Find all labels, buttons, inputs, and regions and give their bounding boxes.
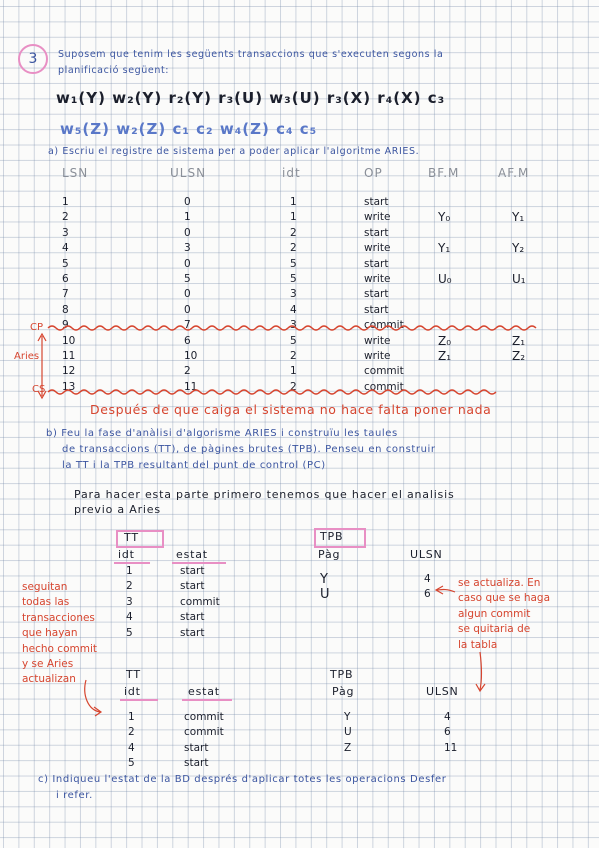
tt2-title: TT <box>126 668 141 681</box>
log-idt: 1 <box>290 211 297 224</box>
log-af: U₁ <box>512 271 526 286</box>
log-lsn: 6 <box>62 272 69 285</box>
log-ulsn: 0 <box>184 288 191 301</box>
log-op: write <box>364 242 391 255</box>
tt1-idt: 2 <box>126 580 133 593</box>
tt2-idt: 5 <box>128 757 135 770</box>
tt2-idt-column <box>128 710 135 772</box>
log-af: Y₁ <box>512 210 525 225</box>
header-op: OP <box>364 166 383 180</box>
tt2-estat: commit <box>184 726 224 739</box>
log-op: start <box>364 288 389 301</box>
right-note <box>458 576 550 653</box>
log-idt: 2 <box>290 226 297 239</box>
right-note-line: se actualiza. En <box>458 577 541 589</box>
log-op: write <box>364 349 391 362</box>
log-idt: 1 <box>290 196 297 208</box>
right-note-arrow-down <box>480 652 482 690</box>
tpb1-title: TPB <box>320 530 344 543</box>
log-op: commit <box>364 380 404 393</box>
tt2-estat: start <box>184 757 209 770</box>
tpb2-pag: U <box>344 726 352 739</box>
log-lsn: 9 <box>62 319 69 332</box>
part-b-question-line-3: la TT i la TPB resultant del punt de control (PC) <box>62 460 326 471</box>
tpb2-pag: Z <box>344 741 352 754</box>
header-af: AF.M <box>498 166 530 180</box>
log-op: write <box>364 334 391 347</box>
log-ulsn: 10 <box>184 349 198 362</box>
tt1-estat: start <box>180 626 205 639</box>
tt1-header-idt: idt <box>118 548 135 561</box>
schedule-line-2: w₅(Z) w₂(Z) c₁ c₂ w₄(Z) c₄ c₅ <box>60 120 318 138</box>
crash-wavy-line <box>48 390 496 394</box>
tt2-estat-column <box>184 710 224 772</box>
log-ulsn: 0 <box>184 303 191 316</box>
tt2-estat: commit <box>184 711 224 723</box>
log-idt: 2 <box>290 349 297 362</box>
log-ulsn: 11 <box>184 380 198 393</box>
tpb2-header-ulsn: ULSN <box>426 685 459 698</box>
log-ulsn: 7 <box>184 319 191 332</box>
right-note-line: se quitaria de <box>458 623 531 636</box>
log-lsn: 4 <box>62 242 69 255</box>
log-lsn: 7 <box>62 288 69 301</box>
log-ulsn: 0 <box>184 196 191 208</box>
tt2-header-estat: estat <box>188 685 220 698</box>
tpb2-ulsn: 6 <box>444 726 451 739</box>
header-bf: BF.M <box>428 166 460 180</box>
log-ulsn: 3 <box>184 242 191 255</box>
exercise-number: 3 <box>18 44 48 74</box>
intro-line-2: planificació següent: <box>58 65 170 76</box>
tt1-idt: 4 <box>126 611 133 624</box>
tt2-idt: 1 <box>128 711 135 723</box>
crash-note: Después de que caiga el sistema no hace falta poner nada <box>90 402 492 417</box>
tt1-header-estat: estat <box>176 548 208 561</box>
tpb2-ulsn: 11 <box>444 741 458 754</box>
log-op: commit <box>364 365 404 378</box>
tpb1-pag: Y <box>320 572 328 587</box>
tt1-estat: start <box>180 565 205 577</box>
tt2-idt-underline <box>120 699 158 701</box>
left-note <box>22 580 97 688</box>
log-idt: 3 <box>290 319 297 332</box>
log-lsn: 11 <box>62 349 76 362</box>
left-note-line: seguitan <box>22 581 68 593</box>
log-lsn: 5 <box>62 257 69 270</box>
log-op: start <box>364 303 389 316</box>
tpb2-header-pag: Pàg <box>332 685 355 698</box>
log-bf: Z₁ <box>438 348 452 363</box>
tt1-idt: 1 <box>126 565 133 577</box>
log-ulsn: 5 <box>184 272 191 285</box>
left-note-line: todas las <box>22 596 70 609</box>
log-lsn: 10 <box>62 334 76 347</box>
right-note-line: la tabla <box>458 638 498 651</box>
tpb2-pag: Y <box>344 711 351 723</box>
tpb1-ulsn: 6 <box>424 588 431 601</box>
log-idt: 2 <box>290 380 297 393</box>
log-ulsn: 6 <box>184 334 191 347</box>
log-ulsn: 0 <box>184 226 191 239</box>
tt1-estat: commit <box>180 595 220 608</box>
aries-label: Aries <box>14 351 40 362</box>
log-bf: Y₀ <box>438 210 451 225</box>
schedule-line-1: w₁(Y) w₂(Y) r₂(Y) r₃(U) w₃(U) r₃(X) r₄(X) c₃ <box>56 89 446 107</box>
checkpoint-wavy-line <box>48 326 536 330</box>
log-lsn: 8 <box>62 303 69 316</box>
tpb2-title: TPB <box>330 668 354 681</box>
header-ulsn: ULSN <box>170 166 207 180</box>
log-op: start <box>364 196 389 208</box>
left-note-line: actualizan <box>22 673 76 686</box>
log-lsn: 13 <box>62 380 76 393</box>
log-op: start <box>364 257 389 270</box>
log-ulsn: 1 <box>184 211 191 224</box>
tt1-estat: start <box>180 611 205 624</box>
tt2-idt: 2 <box>128 726 135 739</box>
tt1-idt-column <box>126 564 133 641</box>
tpb1-header-ulsn: ULSN <box>410 548 443 561</box>
log-idt: 4 <box>290 303 297 316</box>
log-idt: 5 <box>290 334 297 347</box>
left-note-line: hecho commit <box>22 642 97 655</box>
log-op: write <box>364 272 391 285</box>
part-b-answer-line-1: Para hacer esta parte primero tenemos que hacer el analisis <box>74 488 455 501</box>
log-af: Y₂ <box>512 241 525 256</box>
part-b-question-line-1: b) Feu la fase d'anàlisi d'algorisme ARIES i construïu les taules <box>46 428 398 439</box>
log-bf: U₀ <box>438 271 452 286</box>
tt2-estat: start <box>184 741 209 754</box>
log-lsn: 12 <box>62 365 76 378</box>
tt2-header-idt: idt <box>124 685 141 698</box>
log-op: write <box>364 211 391 224</box>
log-lsn: 3 <box>62 226 69 239</box>
part-b-question-line-2: de transaccions (TT), de pàgines brutes (TPB). Penseu en construir <box>62 444 436 455</box>
header-lsn: LSN <box>62 166 89 180</box>
log-idt: 5 <box>290 257 297 270</box>
tt1-estat: start <box>180 580 205 593</box>
log-af: Z₂ <box>512 348 526 363</box>
right-note-line: caso que se haga <box>458 592 551 605</box>
tpb1-header-pag: Pàg <box>318 548 341 561</box>
tpb1-ulsn-column <box>424 572 431 603</box>
log-bf: Y₁ <box>438 241 451 256</box>
log-idt: 2 <box>290 242 297 255</box>
log-op: start <box>364 226 389 239</box>
log-lsn: 1 <box>62 196 69 208</box>
log-bf: Z₀ <box>438 333 452 348</box>
part-c-question-line-2: i refer. <box>56 790 93 801</box>
tt1-idt: 3 <box>126 595 133 608</box>
tt1-idt: 5 <box>126 626 133 639</box>
log-af: Z₁ <box>512 333 526 348</box>
tt2-estat-underline <box>182 699 232 701</box>
log-idt: 3 <box>290 288 297 301</box>
log-idt: 1 <box>290 365 297 378</box>
log-ulsn: 2 <box>184 365 191 378</box>
tt1-estat-column <box>180 564 220 641</box>
right-note-line: algun commit <box>458 607 531 620</box>
part-a-question: a) Escriu el registre de sistema per a poder aplicar l'algoritme ARIES. <box>48 146 420 157</box>
left-note-line: que hayan <box>22 627 78 640</box>
part-b-answer-line-2: previo a Aries <box>74 503 161 516</box>
tpb1-pag: U <box>320 587 330 603</box>
left-note-line: y se Aries <box>22 657 74 670</box>
log-ulsn: 0 <box>184 257 191 270</box>
tpb1-pag-column <box>320 572 330 603</box>
cs-label: CS <box>32 384 46 395</box>
cp-label: CP <box>30 322 44 333</box>
log-lsn: 2 <box>62 211 69 224</box>
intro-line-1: Suposem que tenim les següents transaccions que s'executen segons la <box>58 49 444 60</box>
tpb2-ulsn: 4 <box>444 711 451 723</box>
tt1-title: TT <box>124 531 139 544</box>
tpb2-ulsn-column <box>444 710 457 756</box>
part-c-question-line-1: c) Indiqueu l'estat de la BD després d'aplicar totes les operacions Desfer <box>38 774 447 785</box>
tpb2-pag-column <box>344 710 352 756</box>
header-idt: idt <box>282 166 301 180</box>
tpb1-ulsn: 4 <box>424 573 431 585</box>
left-note-line: transacciones <box>22 611 95 624</box>
tt2-idt: 4 <box>128 741 135 754</box>
log-op: commit <box>364 319 404 332</box>
log-idt: 5 <box>290 272 297 285</box>
